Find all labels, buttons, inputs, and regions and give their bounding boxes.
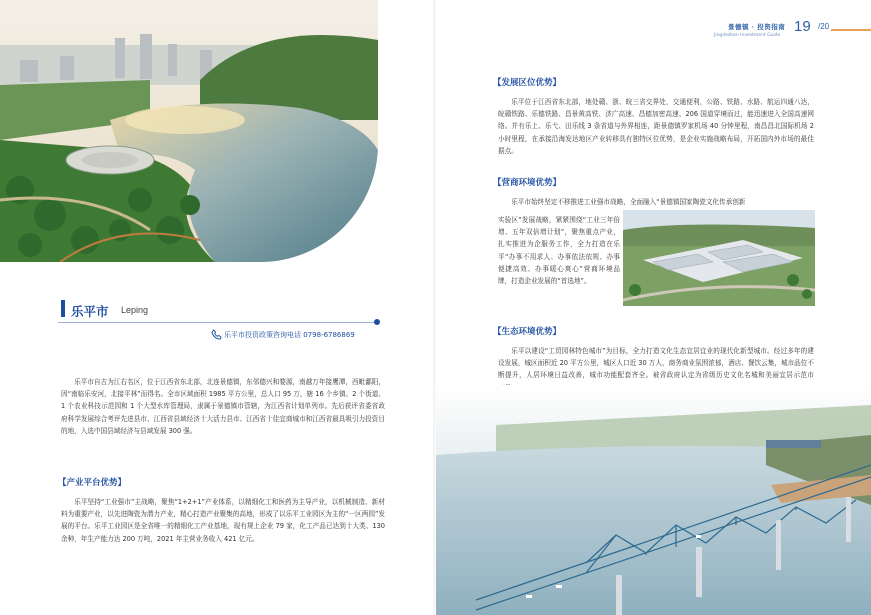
right-page xyxy=(436,0,871,615)
industrial-park-photo xyxy=(623,210,815,306)
ecology-paragraph: 乐平以建设“工贸园林特色城市”为目标，全力打造文化生态宜居宜业的现代化新型城市。经过多年的建设发展，城区面积近 20 平方公里，城区人口近 30 万人，商务商业氛围浓郁，酒店、餐饮云集，城市品位不断提升，人居环境日益改善，城市功能配套齐全。被省政府认定为省级历史文化名城和美丽宜居示范市 xyxy=(498,347,814,380)
lake-park-photo xyxy=(0,0,378,262)
page-number: 19 xyxy=(794,18,811,35)
business-section-heading: 【营商环境优势】 xyxy=(493,178,562,188)
location-section-heading: 【发展区位优势】 xyxy=(493,78,562,88)
industry-paragraph: 乐平坚持“工业强市”主战略，聚焦“1+2+1”产业体系，以精细化工和医药为主导产业，以机械制造、新材料为重要产业，以先进陶瓷为潜力产业，精心打造产业聚集的高地，形成了以乐平工业园区为主的“一区两园”发展的平台。乐平工业园区是全省唯一的精细化工产业基地，现有规上企业 79 家，化工产品已达到十大类、130 余种，年生产能力达 200 万吨，2021 年主营业务收入 421 亿元。 xyxy=(61,498,385,543)
header-rule xyxy=(831,29,871,31)
running-header xyxy=(436,16,871,42)
divider-dot xyxy=(374,319,380,325)
location-paragraph: 乐平位于江西省东北部，地处赣、浙、皖三省交界处，交通便利，公路、铁路、水路、航运四通八达，皖赣铁路、乐德铁路、昌景黄高铁、济广高速、昌德加密高速、206 国道穿境而过，能迅速进入全国高速网络。并有乐上、乐弋、田乐线 3 条省道与外界相连，距景德镇罗家机场 40 分钟里程，南昌昌北国际机场 2 小时里程，在承接沿海发达地区产业转移具有独特区位优势，是企业实施战略布局，开拓国内外市场的最佳据点。 xyxy=(498,98,814,155)
city-intro-paragraph: 乐平市自古为江右名区，位于江西省东北部，北连景德镇，东邻德兴和婺源，南越万年接鹰潭，西毗鄱阳，因“南临乐安河，北接平林”而得名。全市区域面积 1985 平方公里，总人口 95 万，辖 16 个乡镇、2 个街道、1 个农业科技示范园和 1 个大型水库管理局，隶属于景德镇市管辖，为江西省计划单列市。先后获评省委省政府科学发展综合考评先进县市、江西省县域经济十大活力县市、江西省十佳宜商城市和江西省最具吸引力投资目的地，入选中国县域经济与县域发展 300 强。 xyxy=(61,378,385,435)
divider-line xyxy=(58,322,378,323)
business-paragraph-lead: 乐平市始终坚定不移推进工业强市战略，全面融入“景德镇国家陶瓷文化传承创新 xyxy=(511,198,746,206)
guide-title: 景德镇 · 投资指南 xyxy=(728,23,786,31)
city-english-name: Leping xyxy=(121,305,149,315)
business-paragraph-body: 实验区”发展战略，紧紧围绕“工业三年倍增、五年双倍增计划”，聚焦重点产业，扎实推进为企服务工作，全力打造在乐平“办事不用求人、办事依法依规、办事便捷高效、办事暖心爽心”营商环境品牌，打造企业发展的“首选地”。 xyxy=(498,216,620,286)
phone-icon xyxy=(211,329,222,340)
page-total: /20 xyxy=(818,22,830,31)
guide-title-en: Jingdezhen Investment Guide xyxy=(714,33,781,38)
title-accent-bar xyxy=(61,300,65,317)
investment-hotline: 乐平市投资政策咨询电话 0798-6786869 xyxy=(224,331,355,339)
industry-section-heading: 【产业平台优势】 xyxy=(58,478,127,488)
ecology-section-heading: 【生态环境优势】 xyxy=(493,327,562,337)
bridge-river-photo xyxy=(436,385,871,615)
city-title: 乐平市 xyxy=(71,304,109,319)
